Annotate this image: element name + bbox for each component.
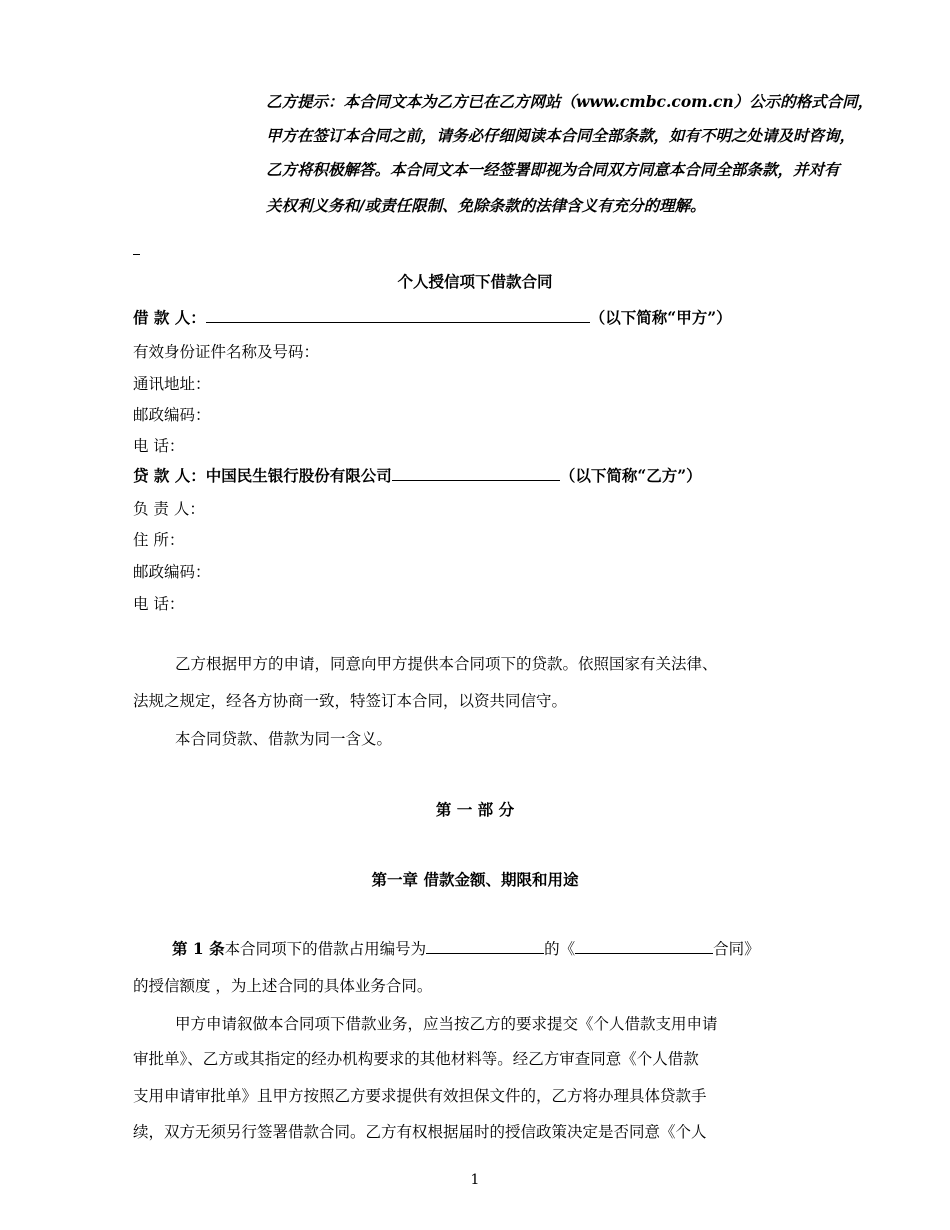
- borrower-label: 借 款 人：: [133, 308, 206, 327]
- lender-name: 中国民生银行股份有限公司: [205, 466, 392, 485]
- para2-line-3: 支用申请审批单》且甲方按照乙方要求提供有效担保文件的，乙方将办理具体贷款手: [133, 1087, 707, 1105]
- lender-label: 贷 款 人：: [133, 466, 206, 485]
- lender-blank[interactable]: [392, 464, 560, 481]
- notice-line-3: 乙方将积极解答。本合同文本一经签署即视为合同双方同意本合同全部条款，并对有: [266, 160, 840, 179]
- page-number: 1: [470, 1172, 480, 1188]
- borrower-suffix: （以下简称“甲方”）: [589, 308, 732, 327]
- para2-line-1: 甲方申请叙做本合同项下借款业务，应当按乙方的要求提交《个人借款支用申请: [175, 1015, 718, 1033]
- para2-line-2: 审批单》、乙方或其指定的经办机构要求的其他材料等。经乙方审查同意《个人借款: [133, 1050, 699, 1068]
- lender-row: [133, 464, 702, 486]
- article-1-number-blank[interactable]: [426, 937, 544, 954]
- borrower-row: [133, 306, 732, 328]
- contract-title: 个人授信项下借款合同: [397, 272, 553, 291]
- article-1-line-1: [172, 937, 760, 959]
- article-1-line-2: 的授信额度 ，为上述合同的具体业务合同。: [133, 977, 433, 995]
- intro-line-2: 法规之规定，经各方协商一致，特签订本合同，以资共同信守。: [133, 692, 568, 710]
- lender-phone-field: 电 话：: [133, 595, 185, 613]
- article-1-text-a: 本合同项下的借款占用编号为: [224, 940, 427, 958]
- article-1-contract-blank[interactable]: [575, 937, 713, 954]
- part-title: 第 一 部 分: [435, 800, 515, 819]
- borrower-phone-field: 电 话：: [133, 437, 185, 455]
- lender-head-field: 负 责 人：: [133, 500, 205, 518]
- borrower-address-field: 通讯地址：: [133, 375, 211, 393]
- borrower-name-blank[interactable]: [206, 306, 590, 323]
- notice-line-2: 甲方在签订本合同之前，请务必仔细阅读本合同全部条款，如有不明之处请及时咨询，: [266, 126, 856, 145]
- notice-line-4: 关权利义务和/或责任限制、免除条款的法律含义有充分的理解。: [266, 196, 706, 215]
- borrower-postcode-field: 邮政编码：: [133, 406, 211, 424]
- article-1-label: 第 1 条: [172, 939, 225, 958]
- lender-address-field: 住 所：: [133, 531, 185, 549]
- para2-line-4: 续，双方无须另行签署借款合同。乙方有权根据届时的授信政策决定是否同意《个人: [133, 1123, 707, 1141]
- intro-line-3: 本合同贷款、借款为同一含义。: [175, 730, 393, 748]
- article-1-text-b: 的《: [544, 940, 576, 958]
- notice-line-1: 乙方提示：本合同文本为乙方已在乙方网站（www.cmbc.com.cn）公示的格式合同，: [266, 92, 874, 111]
- lender-postcode-field: 邮政编码：: [133, 563, 211, 581]
- lender-suffix: （以下简称“乙方”）: [559, 466, 702, 485]
- chapter-title: 第一章 借款金额、期限和用途: [371, 870, 579, 889]
- intro-line-1: 乙方根据甲方的申请，同意向甲方提供本合同项下的贷款。依照国家有关法律、: [175, 655, 718, 673]
- divider-mark: [133, 253, 140, 255]
- article-1-text-c: 合同》: [713, 940, 760, 958]
- borrower-id-field: 有效身份证件名称及号码：: [133, 343, 320, 361]
